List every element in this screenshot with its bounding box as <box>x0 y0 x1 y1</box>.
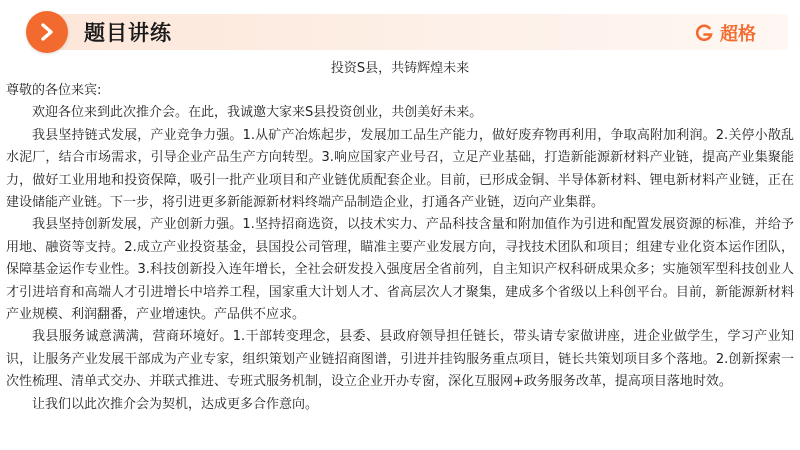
brand-logo <box>694 19 756 47</box>
salutation: 尊敬的各位来宾: <box>6 83 102 98</box>
paragraph: 欢迎各位来到此次推介会。在此，我诚邀大家来S县投资创业，共创美好未来。 <box>32 105 483 121</box>
section-title: 题目讲练 <box>84 21 172 45</box>
brand-logo-icon <box>694 23 714 43</box>
document-title: 投资S县，共铸辉煌未来 <box>330 61 470 76</box>
paragraph: 我县服务诚意满满，营商环境好。1.干部转变理念，县委、县政府领导担任链长，带头请专家做讲座，进企业做学生，学习产业知识，让服务产业发展干部成为产业专家，组织策划产业链招商图谱，引进并挂钩服务重点项目，链长共策划项目多个落地。2.创新探索一次性梳理、清单式交办、并联式推进、专班式服务机制，设立企业开办专窗，深化互服网+政务服务改革，提高项目落地时效。 <box>6 329 794 390</box>
paragraph: 我县坚持链式发展，产业竞争力强。1.从矿产冶炼起步，发展加工品生产能力，做好废弃物再利用，争取高附加利润。2.关停小散乱水泥厂，结合市场需求，引导企业产品生产方向转型。3.响应国家产业号召，立足产业基础，打造新能源新材料产业链，提高产业集聚能力，做好工业用地和投资保障，吸引一批产业项目和产业链优质配套企业。目前，已形成金铜、半导体新材料、锂电新材料产业链，正在建设储能产业链。下一步，将引进更多新能源新材料终端产品制造企业，打通各产业链，迈向产业集群。 <box>6 127 794 211</box>
paragraph: 让我们以此次推介会为契机，达成更多合作意向。 <box>32 396 319 412</box>
document-body <box>6 80 794 416</box>
section-header <box>0 0 800 56</box>
paragraph: 我县坚持创新发展，产业创新力强。1.坚持招商选资，以技术实力、产品科技含量和附加值作为引进和配置发展资源的标准，并给予用地、融资等支持。2.成立产业投资基金，县国投公司管理，瞄准主要产业发展方向，寻找技术团队和项目；组建专业化资本运作团队，保障基金运作专业性。3.科技创新投入连年增长，全社会研发投入强度居全省前列，自主知识产权科研成果众多；实施领军型科技创业人才引进培育和高端人才引进增长中培养工程，国家重大计划人才、省高层次人才聚集，建成多个省级以上科创平台。目前，新能源新材料产业规模、利润翻番，产业增速快。产品供不应求。 <box>6 217 794 323</box>
chevron-right-icon <box>26 11 68 53</box>
brand-name: 超格 <box>720 24 756 45</box>
